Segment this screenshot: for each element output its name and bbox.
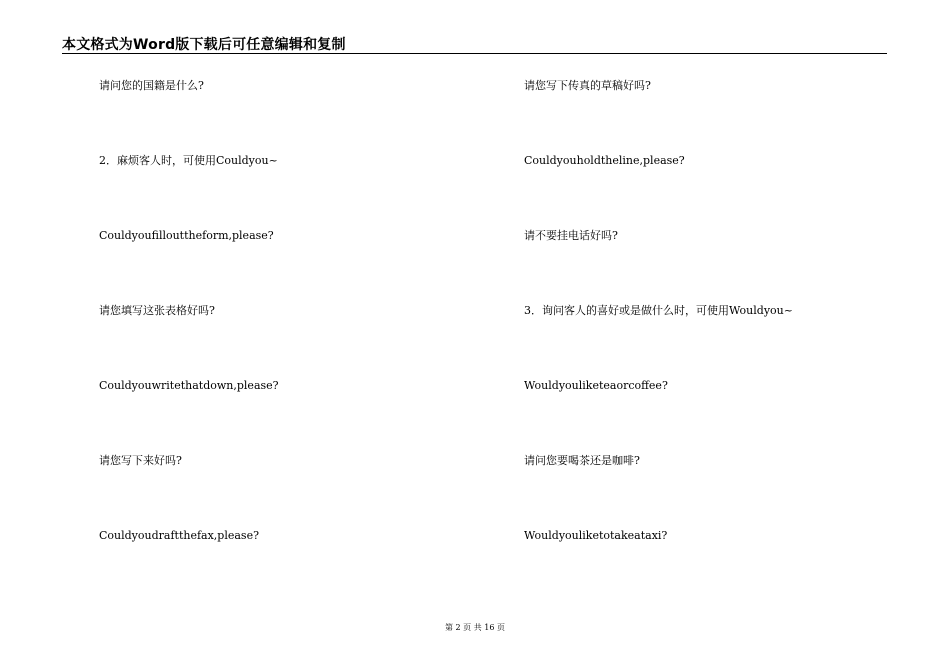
- text-line: Couldyouwritethatdown,please?: [99, 379, 279, 392]
- text-line: 请不要挂电话好吗?: [524, 229, 618, 242]
- header-divider: [62, 53, 887, 54]
- text-line: Wouldyouliketotakeataxi?: [524, 529, 668, 542]
- text-line: 请您写下来好吗?: [99, 454, 182, 467]
- text-line: Couldyouholdtheline,please?: [524, 154, 685, 167]
- page-number-footer: 第 2 页 共 16 页: [445, 623, 505, 632]
- text-line: Couldyoufillouttheform,please?: [99, 229, 274, 242]
- document-header-title: 本文格式为Word版下载后可任意编辑和复制: [62, 37, 346, 53]
- text-line: 请问您的国籍是什么?: [99, 79, 204, 92]
- text-line: 请您填写这张表格好吗?: [99, 304, 215, 317]
- text-line: Wouldyouliketeaorcoffee?: [524, 379, 668, 392]
- section-heading: 3．询问客人的喜好或是做什么时，可使用Wouldyou~: [524, 304, 793, 317]
- section-heading: 2．麻烦客人时，可使用Couldyou~: [99, 154, 278, 167]
- text-line: Couldyoudraftthefax,please?: [99, 529, 259, 542]
- text-line: 请您写下传真的草稿好吗?: [524, 79, 651, 92]
- text-line: 请问您要喝茶还是咖啡?: [524, 454, 640, 467]
